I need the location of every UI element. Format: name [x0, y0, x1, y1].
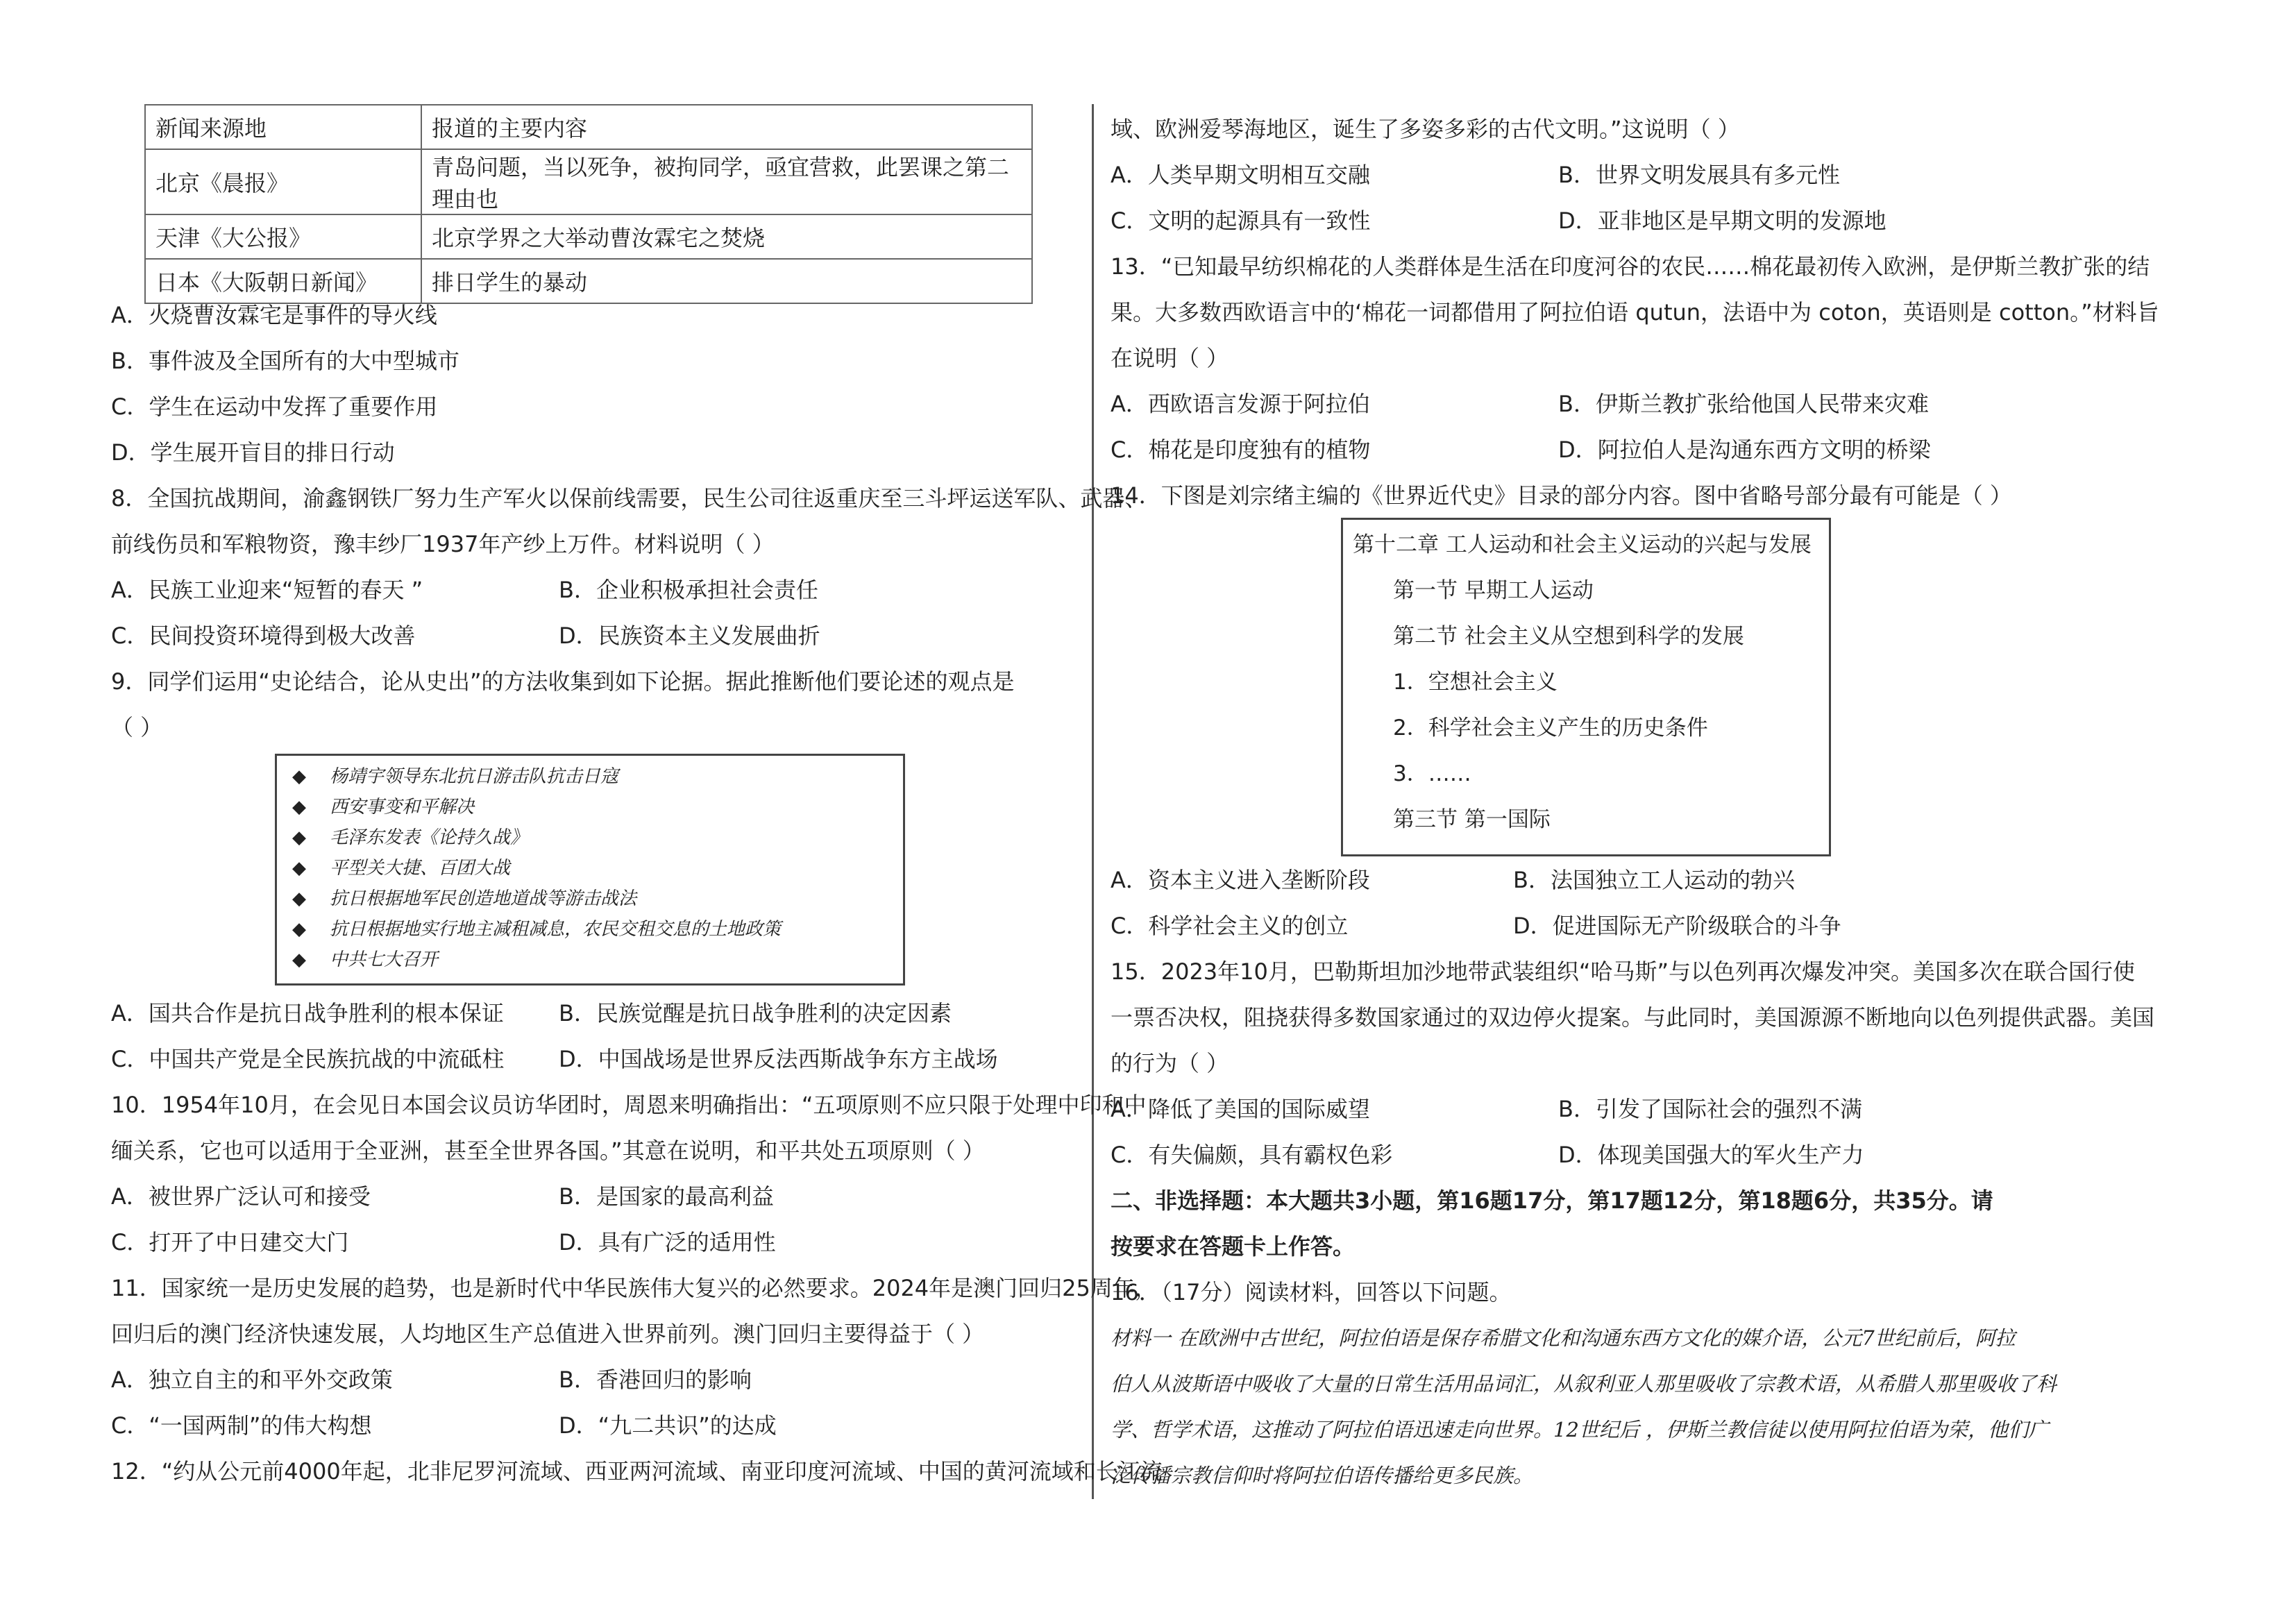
q8-stem-line1: 8．全国抗战期间，渝鑫钢铁厂努力生产军火以保前线需要，民生公司往返重庆至三斗坪运送军队、武器、 [111, 485, 1147, 511]
q9-evidence-text: 中共七大召开 [330, 949, 439, 970]
q14-option-c: C．科学社会主义的创立 [1111, 913, 1349, 939]
q9-evidence-text: 抗日根据地军民创造地道战等游击战法 [330, 888, 637, 909]
table-header-row [145, 105, 1032, 149]
q11-stem-line2: 回归后的澳门经济快速发展，人均地区生产总值进入世界前列。澳门回归主要得益于（ ） [111, 1321, 985, 1347]
q13-option-d: D．阿拉伯人是沟通东西方文明的桥梁 [1558, 437, 1931, 463]
q9-option-b: B．民族觉醒是抗日战争胜利的决定因素 [559, 1000, 952, 1026]
q10-option-a: A．被世界广泛认可和接受 [111, 1183, 371, 1210]
q14-toc-box [1341, 518, 1831, 856]
q10-stem-line2: 缅关系，它也可以适用于全亚洲，甚至全世界各国。”其意在说明，和平共处五项原则（ ） [111, 1137, 985, 1164]
table-header-source: 新闻来源地 [145, 105, 421, 149]
q9-evidence-text: 平型关大捷、百团大战 [330, 858, 511, 879]
q16-stem: 16．（17分）阅读材料，回答以下问题。 [1111, 1279, 1512, 1305]
q9-evidence-box [275, 754, 905, 986]
q9-evidence-item [292, 795, 474, 820]
q13-stem-line2: 果。大多数西欧语言中的‘棉花一词都借用了阿拉伯语 qutun，法语中为 coton，英语则是 cotton。”材料旨 [1111, 299, 2159, 325]
q12-stem-line1: 12．“约从公元前4000年起，北非尼罗河流域、西亚两河流域、南亚印度河流域、中国的黄河流域和长江流 [111, 1458, 1163, 1485]
q14-stem-line1: 14．下图是刘宗绪主编的《世界近代史》目录的部分内容。图中省略号部分最有可能是（ ） [1111, 482, 2012, 509]
section-2-heading-line2: 按要求在答题卡上作答。 [1111, 1233, 1356, 1260]
diamond-bullet-icon: ◆ [292, 827, 306, 848]
q8-option-b: B．企业积极承担社会责任 [559, 577, 818, 603]
q16-material-line3: 学、哲学术语，这推动了阿拉伯语迅速走向世界。12世纪后 ，伊斯兰教信徒以使用阿拉伯语为荣，他们广 [1111, 1418, 2049, 1441]
q12-option-b: B．世界文明发展具有多元性 [1558, 162, 1840, 188]
table-row [145, 214, 1032, 259]
q12-option-c: C．文明的起源具有一致性 [1111, 208, 1371, 234]
q11-option-d: D．“九二共识”的达成 [559, 1412, 777, 1439]
diamond-bullet-icon: ◆ [292, 888, 306, 909]
q15-option-b: B．引发了国际社会的强烈不满 [1558, 1096, 1862, 1122]
q10-stem-line1: 10．1954年10月，在会见日本国会议员访华团时，周恩来明确指出：“五项原则不应只限于处理中印和中 [111, 1092, 1147, 1118]
diamond-bullet-icon: ◆ [292, 766, 306, 787]
q10-option-b: B．是国家的最高利益 [559, 1183, 774, 1210]
table-cell-content: 青岛问题，当以死争，被拘同学，亟宜营救，此罢课之第二理由也 [421, 149, 1032, 214]
q7-option-b: B．事件波及全国所有的大中型城市 [111, 348, 459, 374]
q15-stem-line1: 15．2023年10月，巴勒斯坦加沙地带武装组织“哈马斯”与以色列再次爆发冲突。美国多次在联合国行使 [1111, 958, 2136, 985]
table-cell-source: 天津《大公报》 [145, 214, 421, 259]
table-row [145, 259, 1032, 303]
table-row [145, 149, 1032, 214]
q15-option-a: A．降低了美国的国际威望 [1111, 1096, 1370, 1122]
q9-evidence-text: 西安事变和平解决 [330, 797, 475, 818]
q9-evidence-item [292, 764, 618, 789]
q9-evidence-item [292, 825, 528, 850]
q15-option-d: D．体现美国强大的军火生产力 [1558, 1142, 1864, 1168]
q13-stem-line3: 在说明（ ） [1111, 345, 1229, 371]
toc-item-3: 3．…… [1393, 761, 1471, 786]
q9-option-a: A．国共合作是抗日战争胜利的根本保证 [111, 1000, 504, 1026]
q11-option-b: B．香港回归的影响 [559, 1367, 752, 1393]
q8-option-d: D．民族资本主义发展曲折 [559, 623, 820, 649]
toc-section-2: 第二节 社会主义从空想到科学的发展 [1393, 624, 1744, 649]
q9-evidence-text: 杨靖宇领导东北抗日游击队抗击日寇 [330, 766, 619, 787]
q13-option-a: A．西欧语言发源于阿拉伯 [1111, 391, 1370, 417]
q16-material-line4: 泛传播宗教信仰时将阿拉伯语传播给更多民族。 [1111, 1464, 1534, 1487]
table-header-content: 报道的主要内容 [421, 105, 1032, 149]
q7-option-d: D．学生展开盲目的排日行动 [111, 439, 395, 466]
q8-stem-line2: 前线伤员和军粮物资，豫丰纱厂1937年产纱上万件。材料说明（ ） [111, 531, 775, 557]
q15-option-c: C．有失偏颇，具有霸权色彩 [1111, 1142, 1393, 1168]
q16-material-line1: 材料一 在欧洲中古世纪，阿拉伯语是保存希腊文化和沟通东西方文化的媒介语，公元7世纪前后，阿拉 [1111, 1326, 2016, 1350]
q14-option-b: B．法国独立工人运动的勃兴 [1513, 867, 1795, 893]
q9-option-d: D．中国战场是世界反法西斯战争东方主战场 [559, 1046, 998, 1072]
q14-option-d: D．促进国际无产阶级联合的斗争 [1513, 913, 1841, 939]
table-cell-source: 北京《晨报》 [145, 149, 421, 214]
q10-option-c: C．打开了中日建交大门 [111, 1229, 349, 1255]
q9-evidence-text: 毛泽东发表《论持久战》 [330, 827, 529, 848]
toc-section-3: 第三节 第一国际 [1393, 807, 1551, 832]
toc-item-2: 2．科学社会主义产生的历史条件 [1393, 716, 1708, 741]
q8-option-c: C．民间投资环境得到极大改善 [111, 623, 416, 649]
q11-option-a: A．独立自主的和平外交政策 [111, 1367, 393, 1393]
q12-option-d: D．亚非地区是早期文明的发源地 [1558, 208, 1886, 234]
q16-material-line2: 伯人从波斯语中吸收了大量的日常生活用品词汇，从叙利亚人那里吸收了宗教术语，从希腊人那里吸收了科 [1111, 1372, 2057, 1396]
q15-stem-line3: 的行为（ ） [1111, 1050, 1229, 1076]
q13-option-b: B．伊斯兰教扩张给他国人民带来灾难 [1558, 391, 1929, 417]
q7-option-a: A．火烧曹汝霖宅是事件的导火线 [111, 302, 437, 328]
q9-evidence-item [292, 947, 438, 972]
table-cell-content: 北京学界之大举动曹汝霖宅之焚烧 [421, 214, 1032, 259]
table-cell-content: 排日学生的暴动 [421, 259, 1032, 303]
q7-news-table [144, 104, 1033, 304]
q12-option-a: A．人类早期文明相互交融 [1111, 162, 1370, 188]
section-2-heading-line1: 二、非选择题：本大题共3小题，第16题17分，第17题12分，第18题6分，共35分。请 [1111, 1187, 1993, 1214]
q12-stem-line2: 域、欧洲爱琴海地区，诞生了多姿多彩的古代文明。”这说明（ ） [1111, 116, 1740, 142]
toc-item-1: 1．空想社会主义 [1393, 670, 1558, 695]
q9-evidence-text: 抗日根据地实行地主减租减息，农民交租交息的土地政策 [330, 919, 782, 940]
table-cell-source: 日本《大阪朝日新闻》 [145, 259, 421, 303]
q13-stem-line1: 13．“已知最早纺织棉花的人类群体是生活在印度河谷的农民……棉花最初传入欧洲，是伊斯兰教扩张的结 [1111, 253, 2150, 280]
diamond-bullet-icon: ◆ [292, 858, 306, 879]
q13-option-c: C．棉花是印度独有的植物 [1111, 437, 1371, 463]
q15-stem-line2: 一票否决权，阻挠获得多数国家通过的双边停火提案。与此同时，美国源源不断地向以色列提供武器。美国 [1111, 1004, 2155, 1031]
q9-evidence-item [292, 917, 781, 942]
q9-evidence-item [292, 856, 510, 881]
q7-option-c: C．学生在运动中发挥了重要作用 [111, 394, 438, 420]
toc-section-1: 第一节 早期工人运动 [1393, 578, 1594, 603]
q8-option-a: A．民族工业迎来“短暂的春天 ” [111, 577, 423, 603]
q11-stem-line1: 11．国家统一是历史发展的趋势，也是新时代中华民族伟大复兴的必然要求。2024年是澳门回归25周年， [111, 1275, 1157, 1301]
toc-chapter: 第十二章 工人运动和社会主义运动的兴起与发展 [1353, 532, 1812, 557]
diamond-bullet-icon: ◆ [292, 797, 306, 818]
q10-option-d: D．具有广泛的适用性 [559, 1229, 776, 1255]
q9-option-c: C．中国共产党是全民族抗战的中流砥柱 [111, 1046, 505, 1072]
diamond-bullet-icon: ◆ [292, 949, 306, 970]
diamond-bullet-icon: ◆ [292, 919, 306, 940]
q9-evidence-item [292, 886, 636, 911]
q9-stem-line1: 9．同学们运用“史论结合，论从史出”的方法收集到如下论据。据此推断他们要论述的观点是 [111, 668, 1015, 695]
q14-option-a: A．资本主义进入垄断阶段 [1111, 867, 1370, 893]
q11-option-c: C．“一国两制”的伟大构想 [111, 1412, 372, 1439]
q9-stem-line2: （ ） [111, 714, 163, 741]
